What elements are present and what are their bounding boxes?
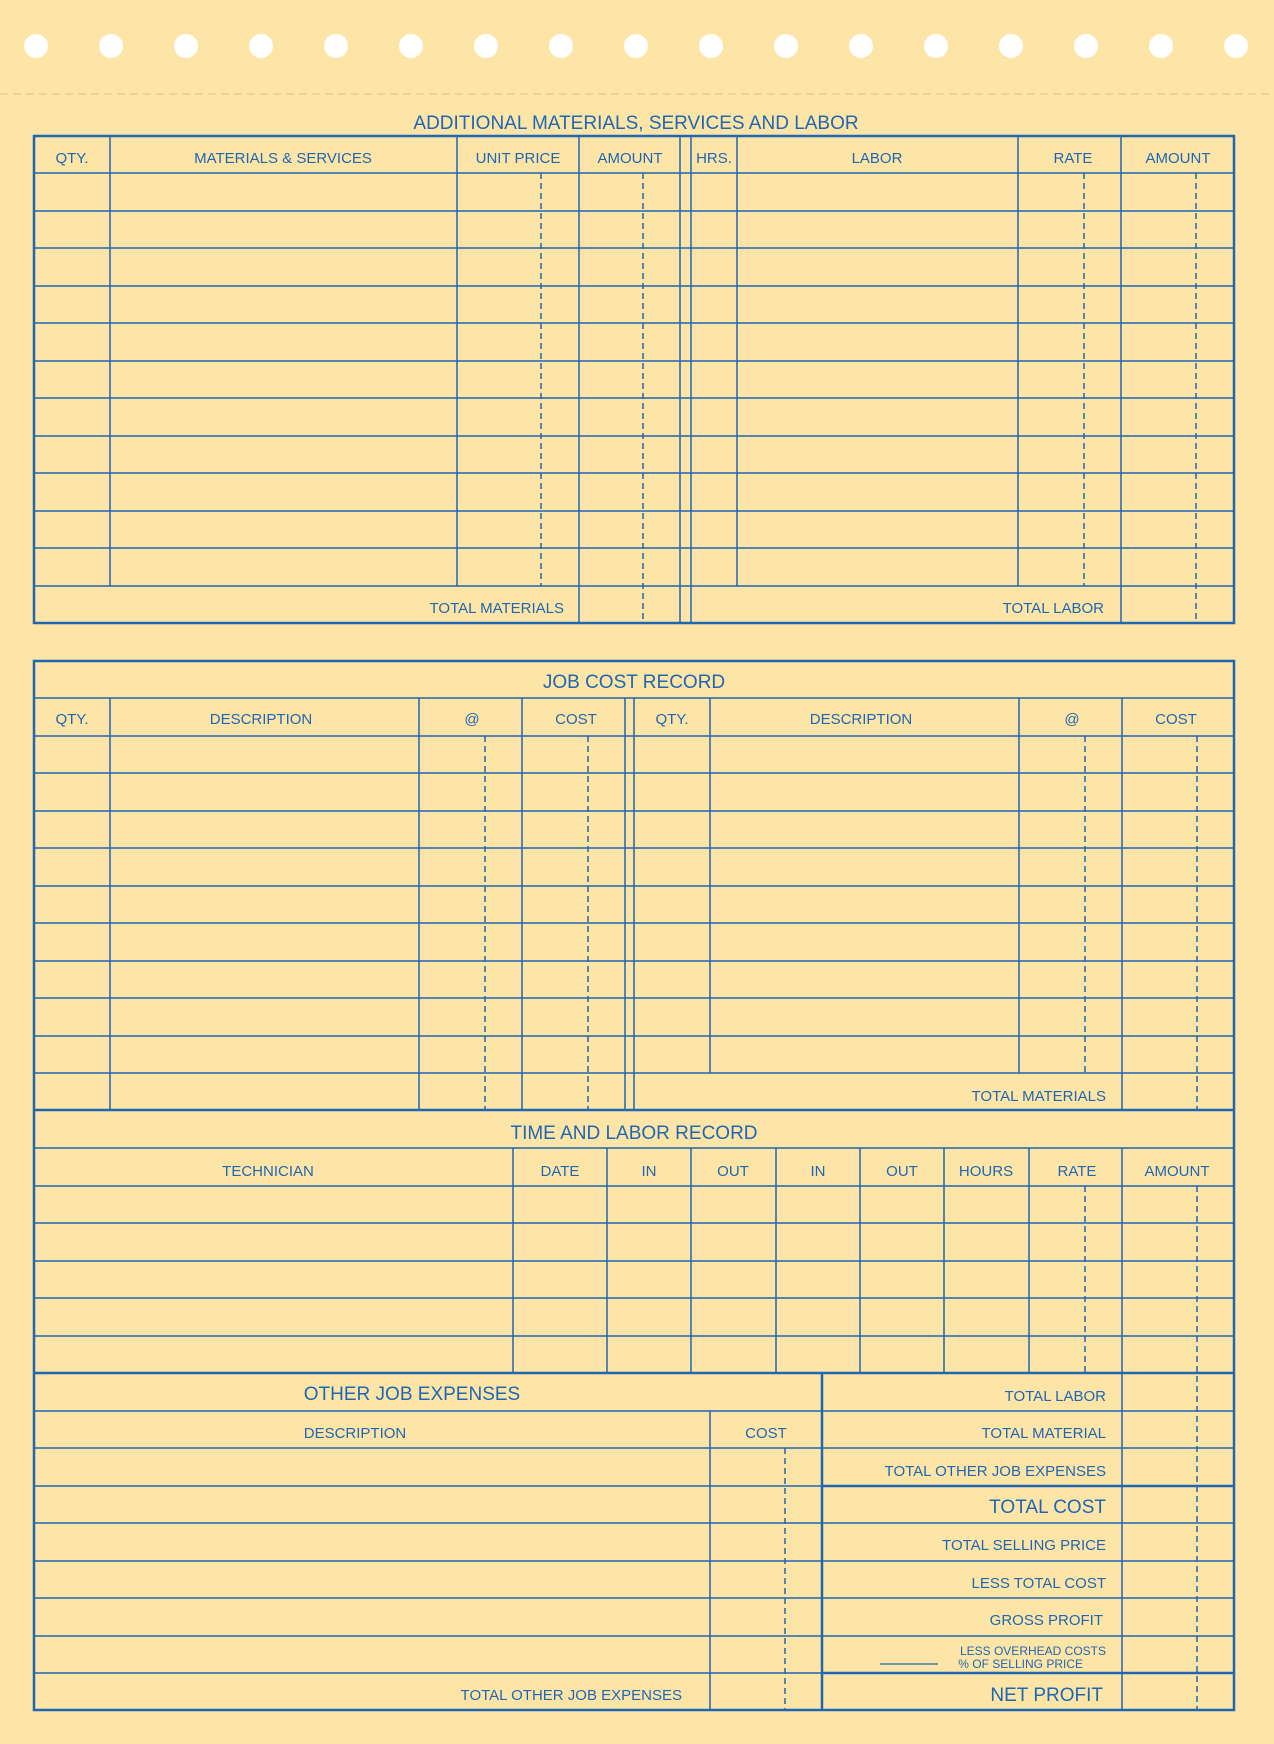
col-header-labor: LABOR xyxy=(851,150,903,167)
binding-hole xyxy=(1149,34,1173,58)
binding-hole xyxy=(624,34,648,58)
col-header-out-2: OUT xyxy=(886,1163,918,1180)
summary-overhead-line2: % OF SELLING PRICE xyxy=(958,1657,1083,1671)
col-header-rate-time: RATE xyxy=(1057,1163,1097,1180)
col-header-in-1: IN xyxy=(641,1163,657,1180)
col-header-technician: TECHNICIAN xyxy=(222,1163,314,1180)
binding-hole xyxy=(924,34,948,58)
summary-total-selling-price: TOTAL SELLING PRICE xyxy=(942,1537,1106,1554)
col-header-in-2: IN xyxy=(810,1163,826,1180)
cost-summary xyxy=(885,1388,1107,1706)
col-header-qty: QTY. xyxy=(55,150,89,167)
col-header-description-left: DESCRIPTION xyxy=(209,711,313,728)
summary-overhead-line1: LESS OVERHEAD COSTS xyxy=(959,1644,1106,1658)
binding-hole xyxy=(1074,34,1098,58)
binding-hole xyxy=(774,34,798,58)
binding-holes xyxy=(24,34,1248,58)
binding-hole xyxy=(324,34,348,58)
section-title-job-cost: JOB COST RECORD xyxy=(542,672,726,693)
time-labor-headers xyxy=(222,1163,1209,1180)
binding-hole xyxy=(999,34,1023,58)
total-labor-label: TOTAL LABOR xyxy=(1002,600,1104,617)
section-title-other-expenses: OTHER JOB EXPENSES xyxy=(303,1384,521,1405)
col-header-rate: RATE xyxy=(1053,150,1093,167)
section-title-time-labor: TIME AND LABOR RECORD xyxy=(510,1123,758,1144)
binding-hole xyxy=(1224,34,1248,58)
summary-total-other: TOTAL OTHER JOB EXPENSES xyxy=(884,1463,1106,1480)
col-header-amount: AMOUNT xyxy=(597,150,663,167)
col-header-out-1: OUT xyxy=(717,1163,749,1180)
binding-hole xyxy=(849,34,873,58)
binding-hole xyxy=(474,34,498,58)
col-header-date: DATE xyxy=(540,1163,580,1180)
binding-hole xyxy=(99,34,123,58)
col-header-materials-services: MATERIALS & SERVICES xyxy=(194,150,372,167)
summary-total-labor: TOTAL LABOR xyxy=(1004,1388,1106,1405)
job-cost-total-materials-label: TOTAL MATERIALS xyxy=(971,1088,1106,1105)
binding-hole xyxy=(699,34,723,58)
binding-hole xyxy=(24,34,48,58)
col-header-at-left: @ xyxy=(464,711,480,728)
summary-total-cost: TOTAL COST xyxy=(989,1497,1106,1518)
additional-table-lines xyxy=(34,136,1234,623)
col-header-expense-description: DESCRIPTION xyxy=(303,1425,407,1442)
col-header-unit-price: UNIT PRICE xyxy=(475,150,561,167)
summary-total-material: TOTAL MATERIAL xyxy=(981,1425,1106,1442)
additional-table-headers xyxy=(55,150,1210,167)
binding-hole xyxy=(549,34,573,58)
section-title-additional: ADDITIONAL MATERIALS, SERVICES AND LABOR xyxy=(413,113,859,134)
binding-hole xyxy=(174,34,198,58)
col-header-description-right: DESCRIPTION xyxy=(809,711,913,728)
job-cost-headers xyxy=(55,711,1196,728)
col-header-hours: HOURS xyxy=(958,1163,1014,1180)
col-header-cost-right: COST xyxy=(1155,711,1197,728)
total-other-expenses-label: TOTAL OTHER JOB EXPENSES xyxy=(460,1687,682,1704)
total-materials-label: TOTAL MATERIALS xyxy=(429,600,564,617)
col-header-qty-left: QTY. xyxy=(55,711,89,728)
col-header-amount-time: AMOUNT xyxy=(1144,1163,1210,1180)
col-header-hrs: HRS. xyxy=(696,150,732,167)
col-header-cost-left: COST xyxy=(555,711,597,728)
binding-hole xyxy=(249,34,273,58)
binding-hole xyxy=(399,34,423,58)
summary-gross-profit: GROSS PROFIT xyxy=(989,1612,1103,1629)
col-header-labor-amount: AMOUNT xyxy=(1145,150,1211,167)
col-header-expense-cost: COST xyxy=(745,1425,787,1442)
summary-net-profit: NET PROFIT xyxy=(990,1685,1103,1706)
col-header-at-right: @ xyxy=(1064,711,1080,728)
col-header-qty-right: QTY. xyxy=(655,711,689,728)
summary-less-total-cost: LESS TOTAL COST xyxy=(971,1575,1106,1592)
